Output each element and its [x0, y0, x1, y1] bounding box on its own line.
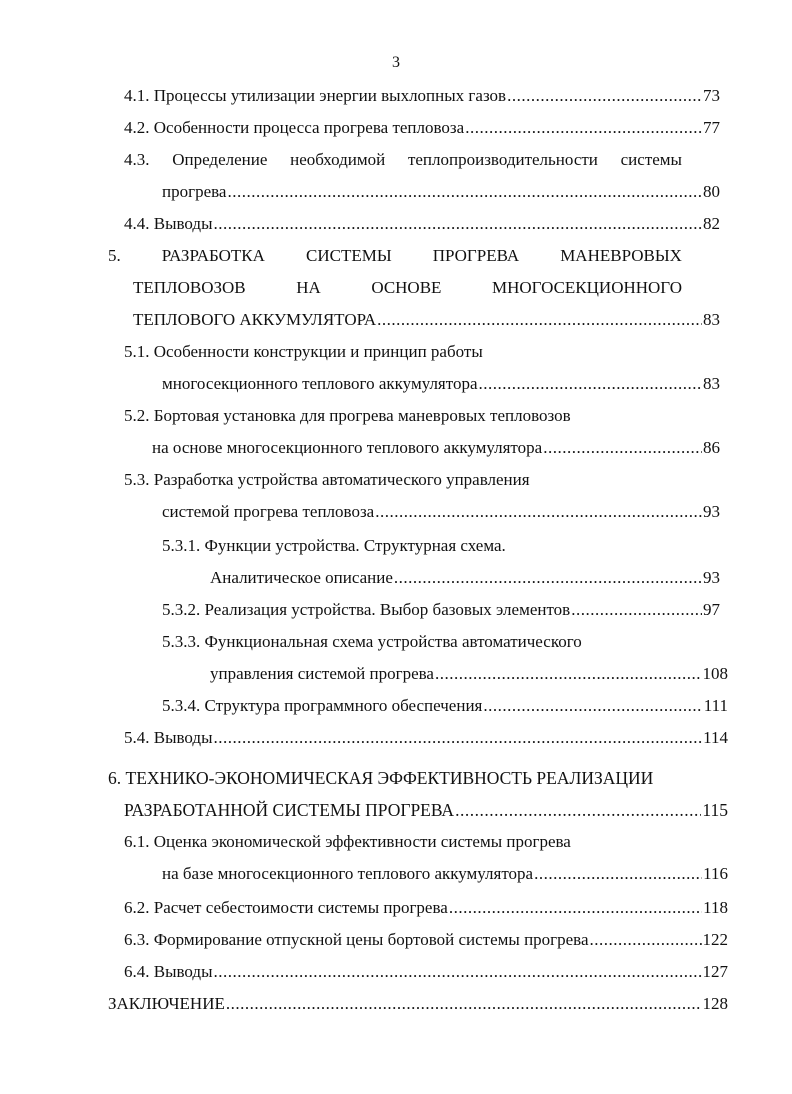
toc-word: теплопроизводительности [407, 150, 598, 169]
toc-entry-label: ТЕПЛОВОГО АККУМУЛЯТОРА [133, 310, 377, 329]
toc-entry-page: 111 [703, 696, 728, 715]
toc-entry-page: 86 [703, 438, 720, 457]
toc-word: Определение [172, 150, 268, 169]
toc-leader [465, 116, 702, 140]
toc-leader [377, 308, 702, 332]
toc-word: ОСНОВЕ [371, 278, 442, 297]
toc-entry-label: Аналитическое описание [210, 568, 393, 587]
toc-entry-5-3-3-cont[interactable] [210, 662, 728, 686]
toc-leader [479, 372, 702, 396]
toc-word: МАНЕВРОВЫХ [560, 246, 682, 265]
toc-entry-page: 116 [703, 864, 728, 883]
toc-entry-page: 97 [703, 600, 720, 619]
toc-entry-4-2[interactable] [124, 116, 720, 140]
toc-leader [507, 84, 702, 108]
toc-entry-label: 6.1. Оценка экономической эффективности системы прогрева [124, 832, 571, 851]
toc-leader [571, 598, 702, 622]
toc-entry-page: 93 [703, 502, 720, 521]
toc-chapter-5-line-2[interactable] [133, 276, 682, 300]
toc-entry-5-3[interactable] [124, 468, 530, 492]
toc-entry-5-2-cont[interactable] [152, 436, 720, 460]
toc-chapter-5-line-1[interactable] [108, 244, 682, 268]
toc-leader [449, 896, 702, 920]
toc-leader [590, 928, 702, 952]
toc-entry-page: 82 [703, 214, 720, 233]
toc-entry-5-4[interactable] [124, 726, 728, 750]
toc-leader [455, 798, 701, 822]
toc-entry-label: на базе многосекционного теплового аккумулятора [162, 864, 534, 883]
toc-word: необходимой [290, 150, 386, 169]
toc-entry-5-3-cont[interactable] [162, 500, 720, 524]
toc-entry-label: многосекционного теплового аккумулятора [162, 374, 478, 393]
toc-word: ТЕПЛОВОЗОВ [133, 278, 246, 297]
toc-entry-label: прогрева [162, 182, 227, 201]
toc-entry-page: 114 [703, 728, 728, 747]
toc-entry-5-3-1-cont[interactable] [210, 566, 720, 590]
toc-leader [435, 662, 702, 686]
toc-entry-4-1[interactable] [124, 84, 720, 108]
toc-entry-page: 73 [703, 86, 720, 105]
toc-entry-page: 128 [702, 994, 728, 1013]
toc-word: РАЗРАБОТКА [161, 246, 265, 265]
toc-leader [214, 726, 703, 750]
toc-leader [543, 436, 702, 460]
toc-chapter-5-line-3[interactable] [133, 308, 720, 332]
toc-entry-label: РАЗРАБОТАННОЙ СИСТЕМЫ ПРОГРЕВА [124, 800, 455, 820]
toc-entry-label: 5.3. Разработка устройства автоматического управления [124, 470, 530, 489]
toc-word: ПРОГРЕВА [432, 246, 520, 265]
page-number: 3 [392, 54, 400, 71]
toc-leader [375, 500, 702, 524]
toc-leader [394, 566, 702, 590]
toc-entry-5-3-4[interactable] [162, 694, 728, 718]
toc-entry-6-1[interactable] [124, 830, 571, 854]
toc-leader [214, 960, 702, 984]
toc-entry-label: на основе многосекционного теплового аккумулятора [152, 438, 543, 457]
toc-entry-6-1-cont[interactable] [162, 862, 728, 886]
toc-chapter-6[interactable] [108, 766, 653, 790]
toc-word: СИСТЕМЫ [305, 246, 392, 265]
toc-chapter-6-cont[interactable] [124, 798, 728, 822]
toc-entry-label: 5.3.1. Функции устройства. Структурная схема. [162, 536, 506, 555]
toc-entry-label: 4.1. Процессы утилизации энергии выхлопных газов [124, 86, 507, 105]
toc-entry-label: 6.2. Расчет себестоимости системы прогрева [124, 898, 448, 917]
toc-entry-page: 108 [702, 664, 728, 683]
toc-entry-label: 6. ТЕХНИКО-ЭКОНОМИЧЕСКАЯ ЭФФЕКТИВНОСТЬ РЕАЛИЗАЦИИ [108, 768, 654, 788]
toc-entry-5-2[interactable] [124, 404, 571, 428]
toc-conclusion[interactable] [108, 992, 728, 1016]
toc-word: 5. [108, 246, 121, 265]
toc-word: НА [296, 278, 321, 297]
toc-entry-5-3-2[interactable] [162, 598, 720, 622]
toc-entry-label: системой прогрева тепловоза [162, 502, 375, 521]
toc-entry-6-4[interactable] [124, 960, 728, 984]
toc-entry-label: управления системой прогрева [210, 664, 434, 683]
toc-leader [483, 694, 702, 718]
toc-entry-5-3-3[interactable] [162, 630, 582, 654]
toc-entry-5-1-cont[interactable] [162, 372, 720, 396]
toc-entry-4-3-cont[interactable] [162, 180, 720, 204]
toc-entry-6-3[interactable] [124, 928, 728, 952]
toc-leader [534, 862, 702, 886]
toc-entry-label: ЗАКЛЮЧЕНИЕ [108, 994, 225, 1013]
toc-entry-4-3[interactable] [124, 148, 682, 172]
toc-word: МНОГОСЕКЦИОННОГО [492, 278, 682, 297]
toc-entry-label: 6.4. Выводы [124, 962, 213, 981]
toc-entry-page: 115 [702, 800, 728, 820]
toc-entry-page: 77 [703, 118, 720, 137]
toc-entry-5-1[interactable] [124, 340, 483, 364]
toc-entry-label: 6.3. Формирование отпускной цены бортовой системы прогрева [124, 930, 589, 949]
toc-entry-page: 83 [703, 310, 720, 329]
toc-entry-label: 5.4. Выводы [124, 728, 213, 747]
toc-word: системы [620, 150, 682, 169]
toc-entry-page: 93 [703, 568, 720, 587]
toc-entry-4-4[interactable] [124, 212, 720, 236]
toc-leader [227, 180, 702, 204]
toc-entry-label: 4.2. Особенности процесса прогрева тепловоза [124, 118, 465, 137]
toc-word: 4.3. [124, 150, 150, 169]
toc-entry-page: 118 [703, 898, 728, 917]
toc-leader [226, 992, 702, 1016]
toc-entry-page: 80 [703, 182, 720, 201]
toc-entry-page: 127 [702, 962, 728, 981]
toc-entry-label: 4.4. Выводы [124, 214, 213, 233]
toc-entry-label: 5.3.2. Реализация устройства. Выбор базовых элементов [162, 600, 571, 619]
toc-entry-6-2[interactable] [124, 896, 728, 920]
toc-entry-label: 5.2. Бортовая установка для прогрева маневровых тепловозов [124, 406, 571, 425]
toc-entry-label: 5.1. Особенности конструкции и принцип работы [124, 342, 483, 361]
toc-entry-label: 5.3.3. Функциональная схема устройства автоматического [162, 632, 582, 651]
toc-entry-page: 122 [702, 930, 728, 949]
toc-entry-5-3-1[interactable] [162, 534, 506, 558]
toc-leader [214, 212, 702, 236]
toc-entry-page: 83 [703, 374, 720, 393]
toc-entry-label: 5.3.4. Структура программного обеспечения [162, 696, 483, 715]
